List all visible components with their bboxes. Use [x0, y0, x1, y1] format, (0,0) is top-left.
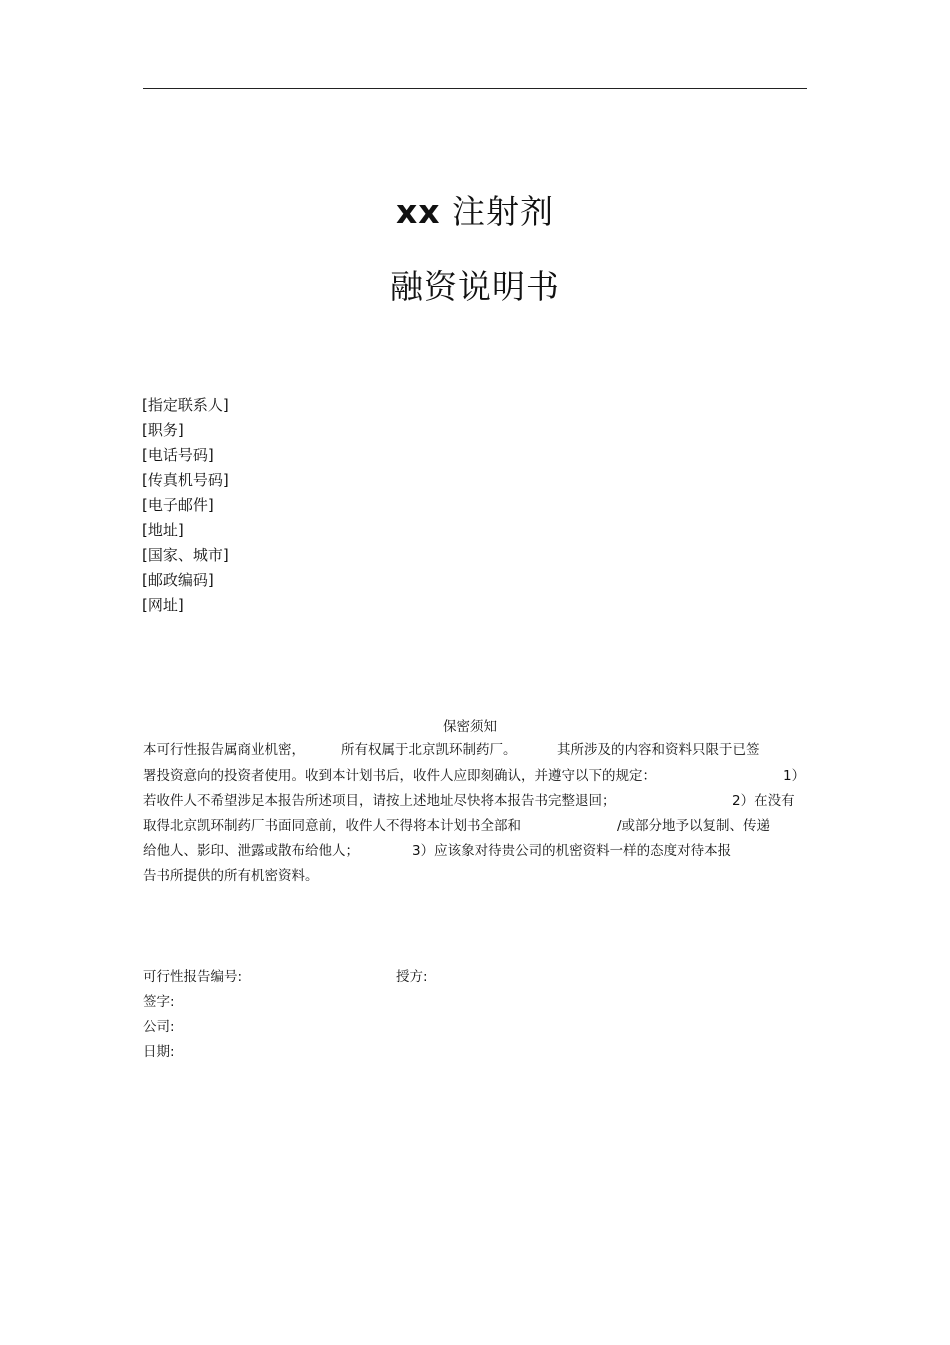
paragraph-segment: 所有权属于北京凯环制药厂。 [341, 742, 517, 758]
contact-address: [地址] [142, 521, 184, 539]
document-title [0, 186, 950, 233]
paragraph-segment: /或部分地予以复制、传递 [617, 818, 771, 834]
contact-email: [电子邮件] [142, 496, 214, 514]
contact-list [142, 393, 229, 618]
paragraph-segment: 2）在没有 [732, 793, 795, 809]
paragraph-segment: 其所涉及的内容和资料只限于已签 [557, 742, 760, 758]
signature-label: 签字: [143, 994, 175, 1010]
contact-country-city: [国家、城市] [142, 546, 229, 564]
contact-position: [职务] [142, 421, 184, 439]
contact-person: [指定联系人] [142, 396, 229, 414]
paragraph-segment: 3）应该象对待贵公司的机密资料一样的态度对待本报 [412, 843, 732, 859]
title-suffix: 注射剂 [452, 192, 555, 231]
grantee-label: 授方: [396, 969, 428, 985]
document-subtitle: 融资说明书 [390, 267, 560, 306]
paragraph-segment: 给他人、影印、泄露或散布给他人； [143, 843, 359, 859]
title-prefix: xx [395, 192, 441, 231]
paragraph-segment: 告书所提供的所有机密资料。 [143, 868, 319, 884]
date-label: 日期: [143, 1044, 175, 1060]
contact-website: [网址] [142, 596, 184, 614]
contact-postcode: [邮政编码] [142, 571, 214, 589]
company-label: 公司: [143, 1019, 175, 1035]
paragraph-segment: 1） [783, 768, 806, 784]
paragraph-segment: 若收件人不希望涉足本报告所述项目，请按上述地址尽快将本报告书完整退回； [143, 793, 616, 809]
paragraph-segment: 本可行性报告属商业机密， [143, 742, 305, 758]
confidentiality-title: 保密须知 [443, 719, 497, 735]
report-number-label: 可行性报告编号: [143, 969, 243, 985]
contact-phone: [电话号码] [142, 446, 214, 464]
paragraph-segment: 取得北京凯环制药厂书面同意前，收件人不得将本计划书全部和 [143, 818, 521, 834]
contact-fax: [传真机号码] [142, 471, 229, 489]
paragraph-segment: 署投资意向的投资者使用。收到本计划书后，收件人应即刻确认，并遵守以下的规定： [143, 768, 656, 784]
header-rule [143, 88, 807, 89]
